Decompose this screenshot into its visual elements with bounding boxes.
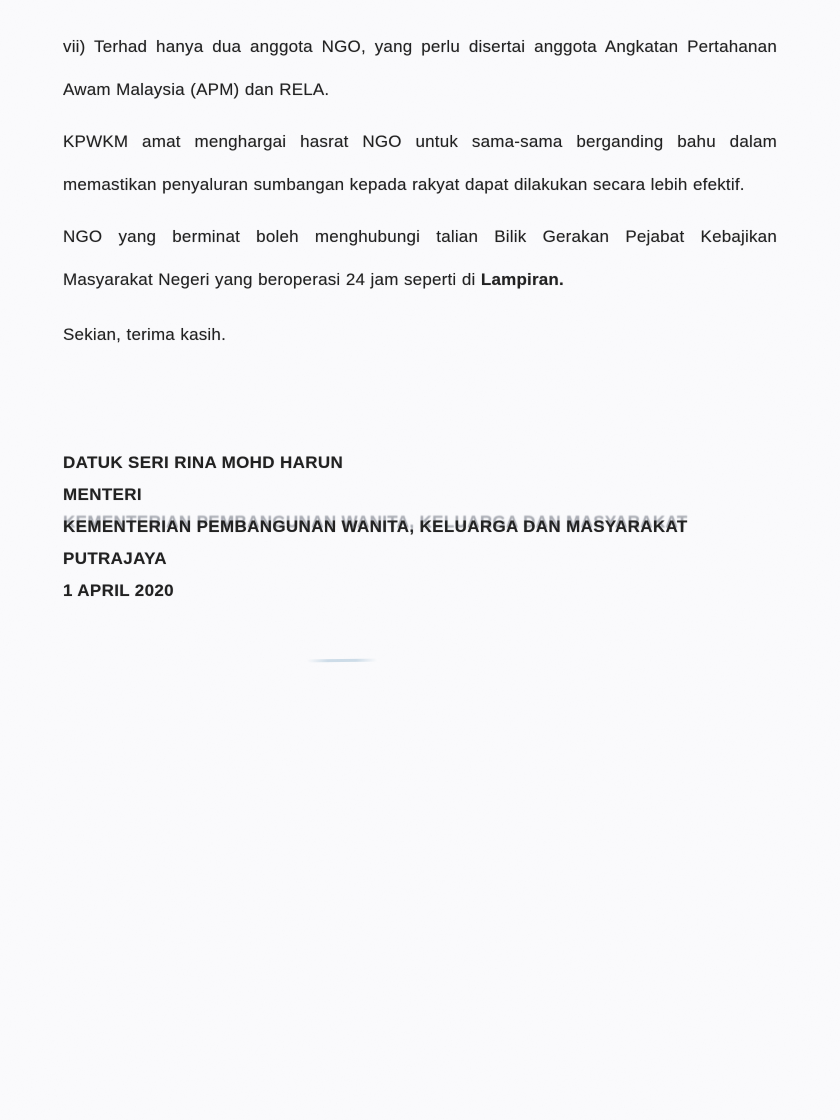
body-line-4: memastikan penyaluran sumbangan kepada rakyat dapat dilakukan secara lebih efektif. bbox=[63, 175, 745, 194]
body-line-6-text: Masyarakat Negeri yang beroperasi 24 jam seperti di bbox=[63, 270, 476, 289]
body-line-3: KPWKM amat menghargai hasrat NGO untuk sama-sama berganding bahu dalam bbox=[63, 132, 777, 151]
closing-paragraph bbox=[63, 313, 777, 356]
body-line-5: NGO yang berminat boleh menghubungi talian Bilik Gerakan Pejabat Kebajikan bbox=[63, 227, 777, 246]
body-line-1: vii) Terhad hanya dua anggota NGO, yang perlu disertai anggota Angkatan Pertahanan bbox=[63, 37, 777, 56]
scan-artifact-streak bbox=[307, 659, 377, 663]
signatory-location: PUTRAJAYA bbox=[63, 549, 167, 568]
signatory-ministry: KEMENTERIAN PEMBANGUNAN WANITA, KELUARGA DAN MASYARAKAT bbox=[63, 517, 688, 536]
lampiran-bold-text: Lampiran. bbox=[480, 270, 564, 289]
signatory-name: DATUK SERI RINA MOHD HARUN bbox=[63, 453, 344, 472]
paragraph-terhad-anggota bbox=[63, 25, 777, 111]
signatory-position: MENTERI bbox=[63, 485, 142, 504]
signature-block bbox=[63, 447, 777, 607]
body-line-6 bbox=[63, 258, 777, 301]
letter-date: 1 APRIL 2020 bbox=[63, 581, 174, 600]
paragraph-ngo-berminat bbox=[63, 215, 777, 301]
closing-text: Sekian, terima kasih. bbox=[63, 325, 226, 344]
paragraph-kpwkm-hargai bbox=[63, 120, 777, 206]
body-line-2: Awam Malaysia (APM) dan RELA. bbox=[63, 80, 330, 99]
